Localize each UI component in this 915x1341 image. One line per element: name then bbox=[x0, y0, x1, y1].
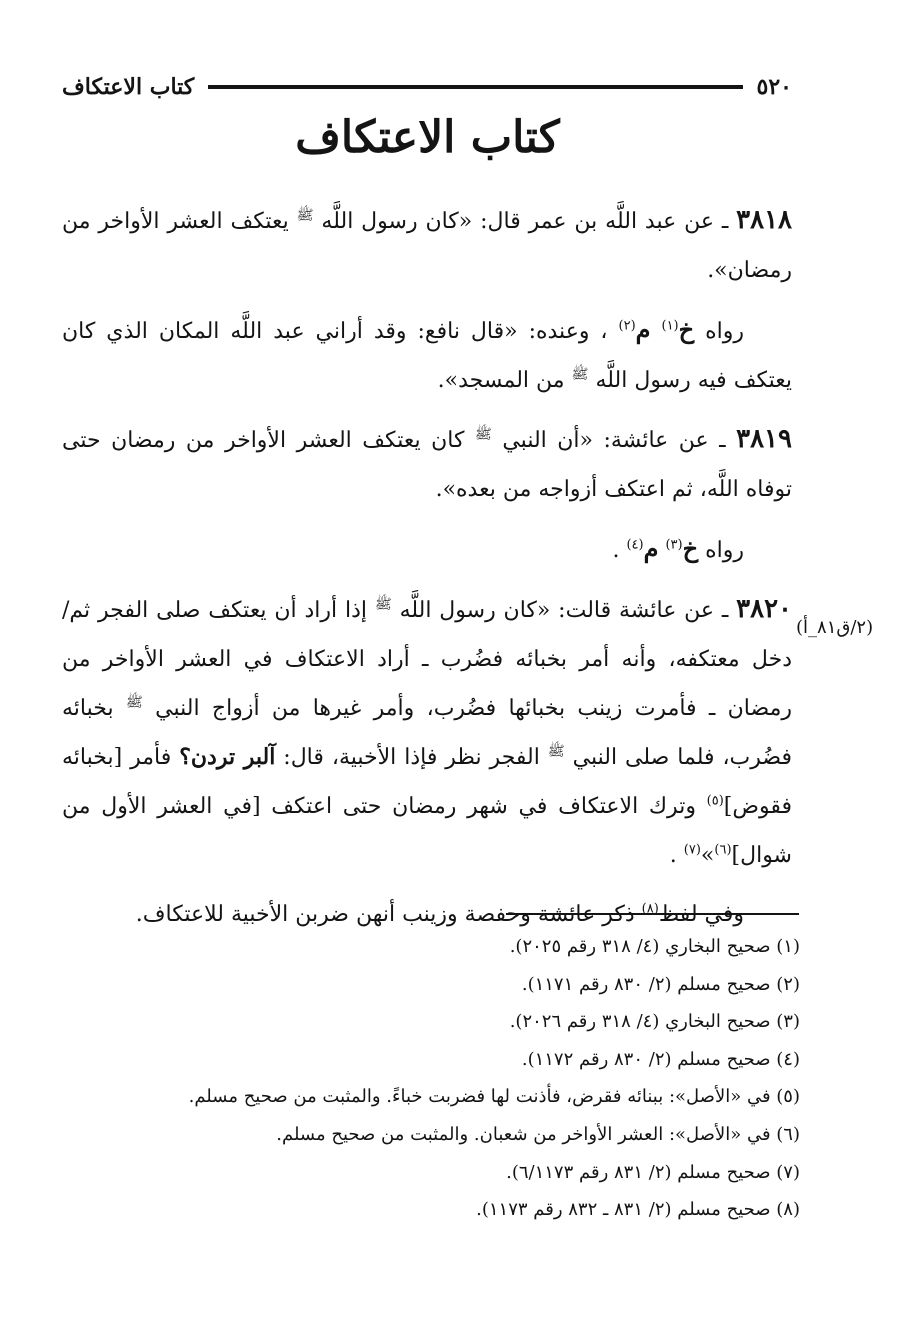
footnote-ref-8[interactable]: (٨) bbox=[641, 901, 659, 917]
chapter-title: كتاب الاعتكاف bbox=[295, 112, 560, 163]
salutation-glyph: ﷺ bbox=[547, 743, 565, 760]
bukhari-siglum: خ bbox=[678, 315, 695, 344]
footnote-item: (٦) في «الأصل»: العشر الأواخر من شعبان. والمثبت من صحيح مسلم. bbox=[276, 1123, 800, 1145]
footnote-item: (٢) صحيح مسلم (٢/ ٨٣٠ رقم ١١٧١). bbox=[521, 973, 800, 995]
salutation-glyph: ﷺ bbox=[474, 426, 492, 443]
footnote-item: (٤) صحيح مسلم (٢/ ٨٣٠ رقم ١١٧٢). bbox=[521, 1048, 800, 1070]
footnote-item: (٧) صحيح مسلم (٢/ ٨٣١ رقم ٦/١١٧٣). bbox=[506, 1161, 800, 1183]
footnote-item: (٣) صحيح البخاري (٤/ ٣١٨ رقم ٢٠٢٦). bbox=[509, 1011, 800, 1033]
hadith-text: الفجر نظر فإذا الأخبية، قال: bbox=[275, 745, 548, 770]
bukhari-siglum: خ bbox=[682, 534, 699, 563]
hadith-text: فأمر [بخبائه فقوض] bbox=[62, 745, 792, 819]
salutation-glyph: ﷺ bbox=[296, 207, 314, 224]
salutation-glyph: ﷺ bbox=[125, 694, 143, 711]
main-text bbox=[62, 196, 792, 949]
riwaya-text: من المسجد». bbox=[437, 368, 572, 393]
emphasized-quote: آلبر تردن؟ bbox=[179, 744, 276, 770]
footnote-ref-6[interactable]: (٦) bbox=[714, 842, 732, 858]
running-head: كتاب الاعتكاف bbox=[62, 74, 195, 100]
hadith-text: ـ عن عائشة: «أن النبي bbox=[491, 428, 737, 453]
footnote-item: (١) صحيح البخاري (٤/ ٣١٨ رقم ٢٠٢٥). bbox=[509, 936, 800, 957]
hadith-3820 bbox=[62, 585, 792, 880]
hadith-3819 bbox=[62, 415, 792, 514]
footnote-ref-5[interactable]: (٥) bbox=[706, 793, 724, 809]
riwaya-text: ، وعنده: «قال نافع: وقد أراني عبد اللَّه المكان الذي كان يعتكف فيه رسول اللَّه bbox=[62, 319, 792, 393]
manuscript-folio-note: (٢/ق٨١_أ) bbox=[796, 617, 874, 638]
footnote-ref-4[interactable]: (٤) bbox=[626, 537, 644, 553]
hadith-number: ٣٨١٩ bbox=[736, 424, 792, 454]
header-rule bbox=[208, 85, 742, 89]
hadith-3818 bbox=[62, 196, 792, 295]
footnote-item: (٥) في «الأصل»: ببنائه فقرض، فأذنت لها فضربت خباءً. والمثبت من صحيح مسلم. bbox=[188, 1086, 800, 1108]
footnotes bbox=[110, 928, 800, 1229]
hadith-number: ٣٨٢٠ bbox=[736, 594, 792, 624]
hadith-text: ـ عن عائشة قالت: «كان رسول اللَّه bbox=[391, 598, 737, 623]
hadith-text: كان يعتكف العشر الأواخر من رمضان حتى توفاه اللَّه، ثم اعتكف أزواجه من بعده». bbox=[62, 428, 792, 502]
footnote-ref-1[interactable]: (١) bbox=[661, 318, 679, 334]
hadith-text: » bbox=[700, 843, 715, 868]
closing-text: وفي لفظ bbox=[658, 902, 744, 927]
salutation-glyph: ﷺ bbox=[571, 366, 589, 383]
footnote-item: (٨) صحيح مسلم (٢/ ٨٣١ ـ ٨٣٢ رقم ١١٧٣). bbox=[476, 1199, 800, 1221]
hadith-number: ٣٨١٨ bbox=[736, 205, 793, 235]
footnote-ref-3[interactable]: (٣) bbox=[665, 537, 683, 553]
riwaya-text: . bbox=[612, 538, 627, 563]
footnote-ref-7[interactable]: (٧) bbox=[683, 842, 701, 858]
hadith-text: . bbox=[669, 843, 684, 868]
closing-text: ذكر عائشة وحفصة وزينب أنهن ضربن الأخبية للاعتكاف. bbox=[135, 902, 642, 927]
hadith-text: يعتكف العشر الأواخر من رمضان». bbox=[62, 209, 792, 283]
hadith-text: بخبائه فضُرب، فلما صلى النبي bbox=[62, 696, 793, 770]
riwaya-3818 bbox=[62, 305, 792, 405]
page-header bbox=[62, 72, 792, 102]
page-number: ٥٢٠ bbox=[756, 74, 792, 100]
hadith-text: إذا أراد أن يعتكف صلى الفجر ثم/ دخل معتكفه، وأنه أمر بخبائه فضُرب ـ أراد الاعتكاف في العشر الأواخر من رمضان ـ فأمرت زينب بخبائها فضُرب، وأمر غيرها من أزواج النبي bbox=[62, 598, 792, 721]
footnote-ref-2[interactable]: (٢) bbox=[618, 318, 636, 334]
riwaya-3819 bbox=[62, 524, 792, 575]
salutation-glyph: ﷺ bbox=[374, 596, 392, 613]
hadith-text: ـ عن عبد اللَّه بن عمر قال: «كان رسول اللَّه bbox=[313, 209, 737, 234]
hadith-text: وترك الاعتكاف في شهر رمضان حتى اعتكف [في العشر الأول من شوال] bbox=[62, 794, 792, 868]
riwaya-text: رواه bbox=[694, 319, 744, 344]
footnote-separator bbox=[506, 913, 799, 915]
muslim-siglum: م bbox=[643, 534, 659, 563]
riwaya-text: رواه bbox=[698, 538, 744, 563]
muslim-siglum: م bbox=[635, 315, 651, 344]
